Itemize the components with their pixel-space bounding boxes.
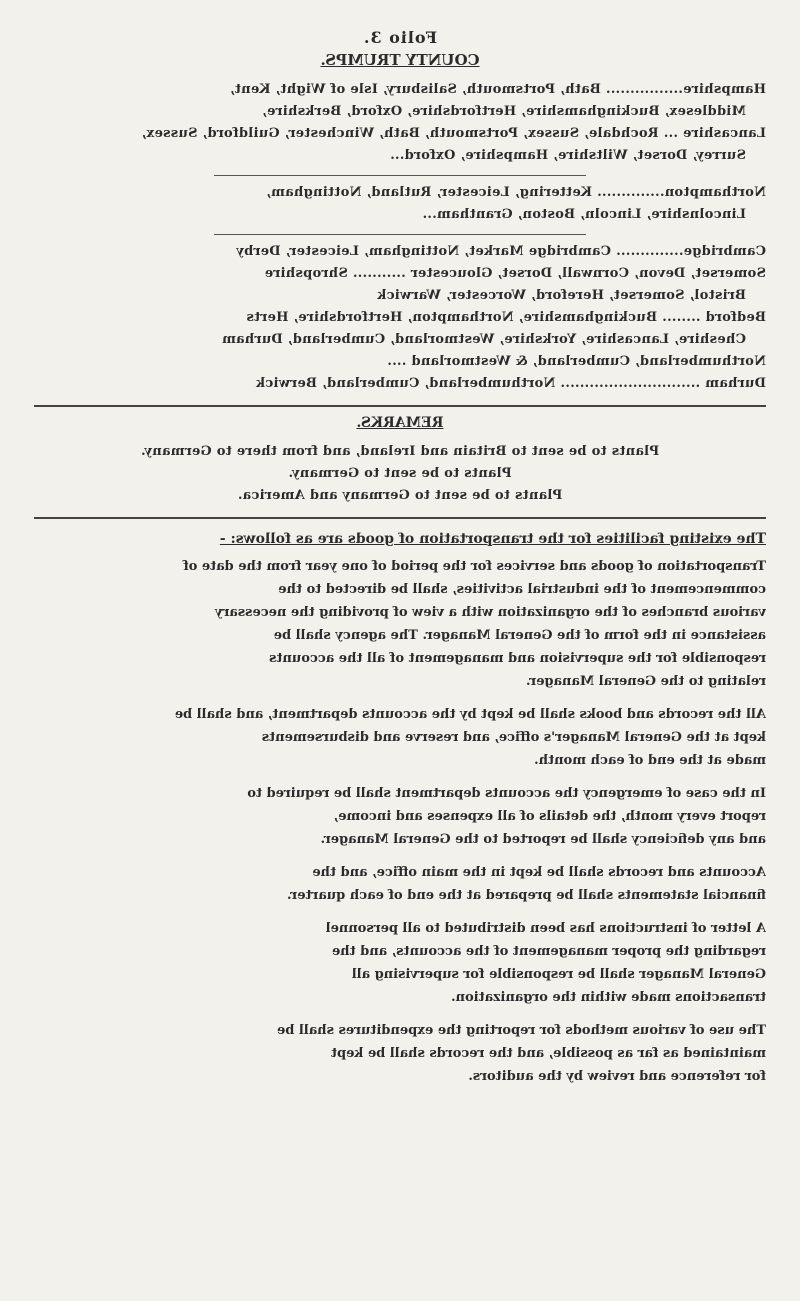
list-line: Northumberland, Cumberland, & Westmorland ....: [387, 354, 766, 369]
divider: [34, 517, 766, 519]
page-sub-label: COUNTY TRUMPS.: [320, 51, 480, 69]
paragraph-line: financial statements shall be prepared at the end of each quarter.: [286, 888, 766, 903]
list-line: Cambridge.............. Cambridge Market, Nottingham, Leicester, Derby: [236, 244, 766, 259]
section-title: REMARKS.: [356, 415, 444, 431]
list-line: Lancashire ... Rochdale, Sussex, Portsmouth, Bath, Winchester, Guildford, Sussex,: [141, 126, 766, 141]
paragraph-line: In the case of emergency the accounts department shall be required to: [247, 786, 766, 801]
body-paragraphs: [34, 555, 766, 1088]
paragraph-line: for reference and review by the auditors.: [468, 1069, 766, 1084]
paragraph: [34, 1019, 766, 1088]
paragraph-line: various branches of the organization with a view of providing the necessary: [214, 605, 766, 620]
paragraph-line: All the records and books shall be kept by the accounts department, and shall be: [174, 707, 766, 722]
paragraph-line: responsible for the supervision and management of all the accounts: [269, 651, 766, 666]
paragraph-line: made at the end of each month.: [534, 753, 766, 768]
paragraph-line: A letter of instructions has been distributed to all personnel: [325, 921, 766, 936]
paragraph-line: maintained as far as possible, and the records shall be kept: [331, 1046, 766, 1061]
paragraph-line: assistance in the form of the General Manager. The agency shall be: [273, 628, 766, 643]
divider: [214, 234, 586, 235]
list-line: Hampshire................ Bath, Portsmouth, Salisbury, Isle of Wight, Kent,: [229, 82, 766, 97]
list-line: Bristol, Somerset, Hereford, Worcester, Warwick: [377, 288, 746, 303]
remark-line: Plants to be sent to Germany.: [288, 466, 512, 481]
paragraph: [34, 861, 766, 907]
list-line: Bedford ........ Buckinghamshire, Northampton, Hertfordshire, Herts: [246, 310, 766, 325]
paragraph-line: regarding the proper management of the accounts, and the: [331, 944, 766, 959]
paragraph: [34, 782, 766, 851]
list-line: Lincolnshire, Lincoln, Boston, Grantham...: [422, 207, 746, 222]
paragraph-line: relating to the General Manager.: [525, 674, 766, 689]
list-line: Cheshire, Lancashire, Yorkshire, Westmorland, Cumberland, Durham: [221, 332, 746, 347]
list-line: Northampton.............. Kettering, Leicester, Rutland, Nottingham,: [266, 185, 766, 200]
paragraph: [34, 555, 766, 693]
list-line: Durham ............................. Northumberland, Cumberland, Berwick: [255, 376, 766, 391]
paragraph-line: Transportation of goods and services for the period of one year from the date of: [183, 559, 766, 574]
list-line: Surrey, Dorset, Wiltshire, Hampshire, Oxford...: [389, 148, 746, 163]
remark-line: Plants to be sent to Britain and Ireland, and from there to Germany.: [140, 444, 660, 459]
paragraph-line: kept at the General Manager's office, and reserve and disbursements: [261, 730, 766, 745]
divider: [34, 405, 766, 407]
divider: [214, 175, 586, 176]
paragraph-line: commencement of the industrial activities, shall be directed to the: [278, 582, 766, 597]
paragraph-line: General Manager shall be responsible for supervising all: [351, 967, 766, 982]
paragraph-line: and any deficiency shall be reported to the General Manager.: [320, 832, 766, 847]
paragraph-line: Accounts and records shall be kept in the main office, and the: [312, 865, 766, 880]
paragraph-line: report every month, the details of all expenses and income,: [333, 809, 766, 824]
paragraph: [34, 917, 766, 1009]
list-line: Somerset, Devon, Cornwall, Dorset, Gloucester ........... Shropshire: [264, 266, 766, 281]
paragraph: [34, 703, 766, 772]
page-label: Folio 3.: [362, 28, 438, 47]
paragraph-line: The use of various methods for reporting the expenditures shall be: [277, 1023, 766, 1038]
remark-line: Plants to be sent to Germany and America.: [237, 488, 563, 503]
list-line: Middlesex, Buckinghamshire, Hertfordshire, Oxford, Berkshire,: [261, 104, 746, 119]
paragraph-line: transactions made within the organization.: [451, 990, 766, 1005]
subheading: The existing facilities for the transportation of goods are as follows: -: [219, 531, 766, 547]
